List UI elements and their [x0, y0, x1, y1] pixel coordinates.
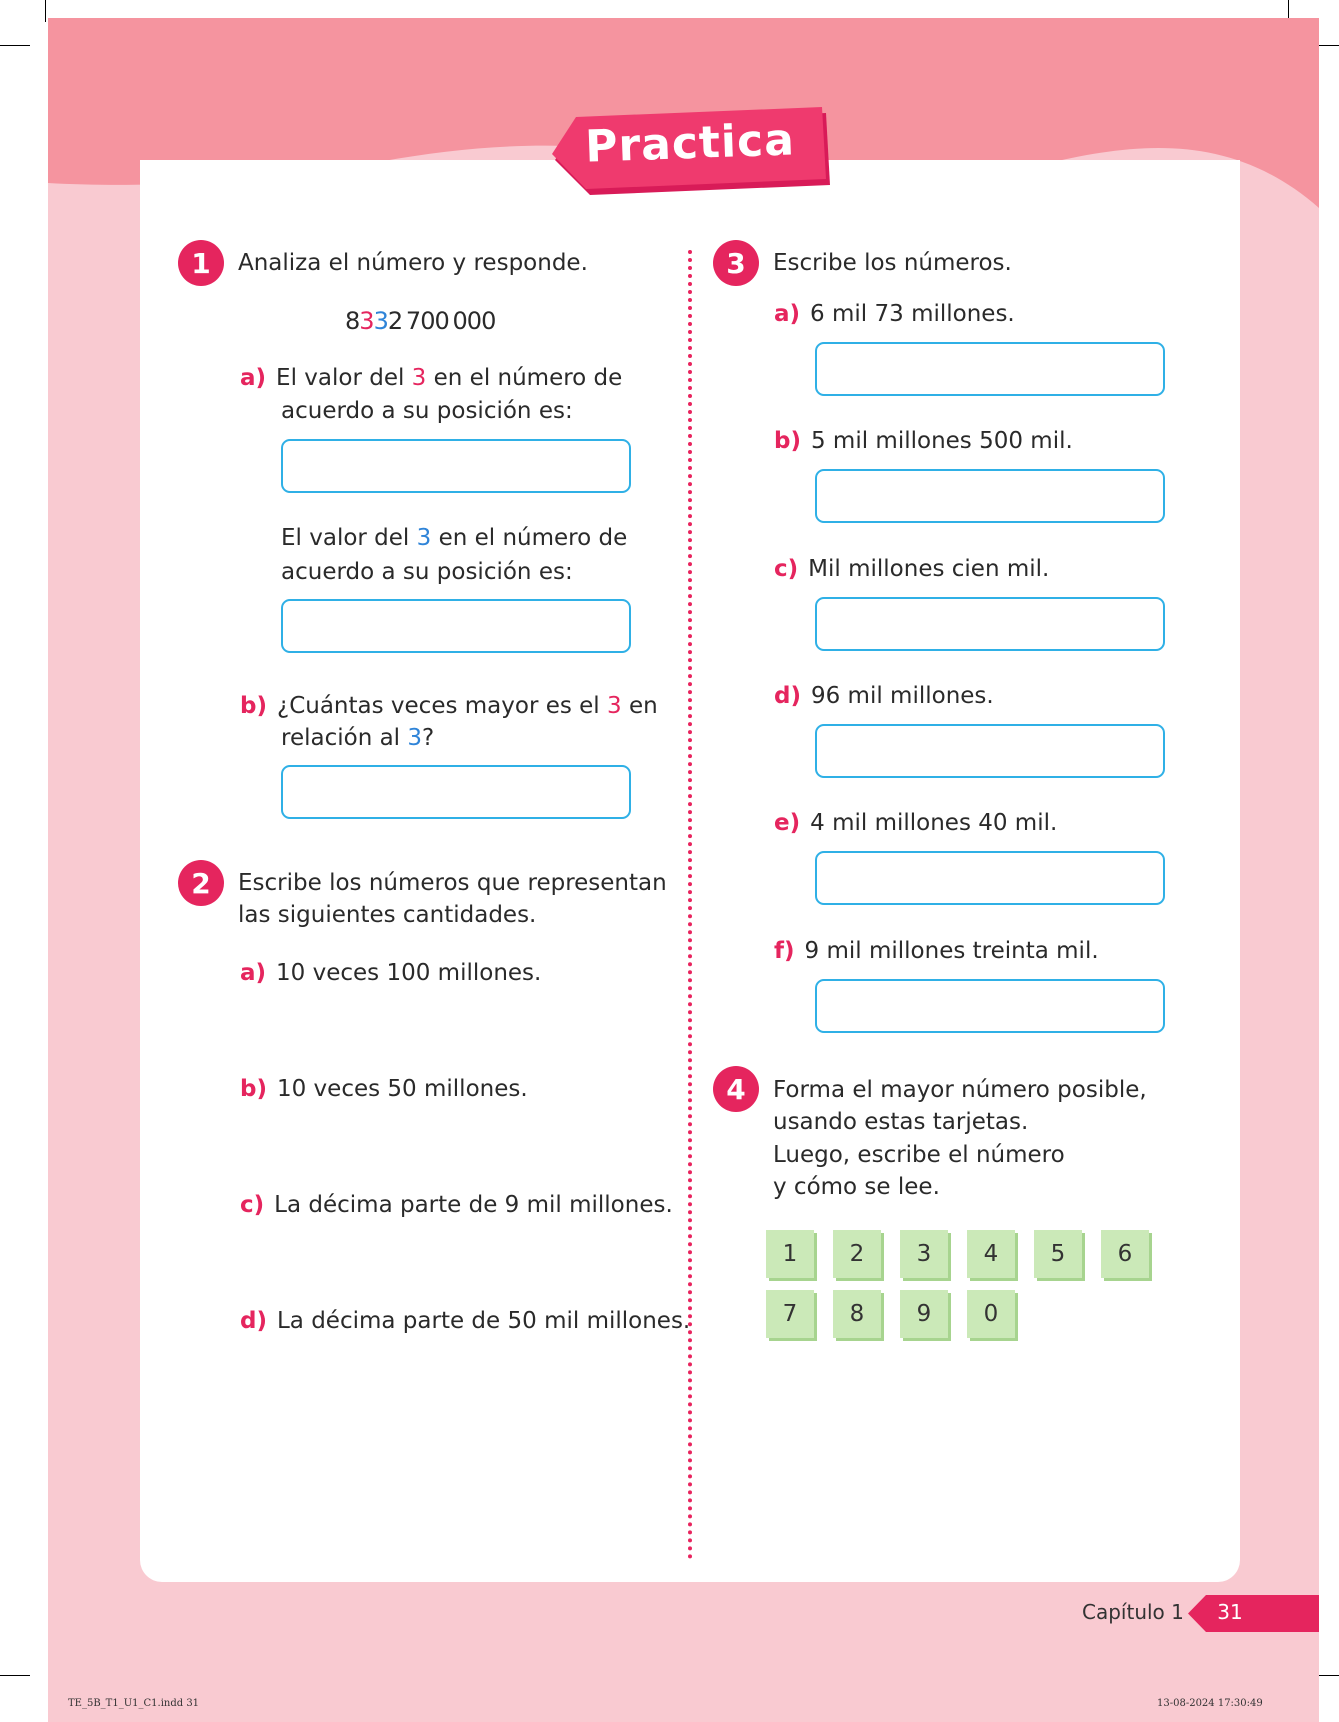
item-label: d) [774, 683, 801, 709]
q3-item [774, 298, 1015, 331]
item-label: b) [240, 1076, 267, 1102]
answer-box-q1-a1[interactable] [281, 439, 631, 493]
q1-a-line2: acuerdo a su posición es: [281, 398, 573, 424]
text: ¿Cuántas veces mayor es el [276, 693, 600, 719]
item-text: La décima parte de 9 mil millones. [274, 1192, 673, 1218]
question-2-prompt-line2: las siguientes cantidades. [238, 902, 537, 928]
item-text: 5 mil millones 500 mil. [810, 428, 1073, 454]
item-label: a) [240, 960, 267, 986]
q1-a-line1 [240, 362, 622, 395]
item-label: a) [774, 301, 801, 327]
q3-item [774, 935, 1099, 968]
crop-mark [45, 0, 46, 22]
number-card[interactable]: 5 [1034, 1230, 1082, 1278]
item-label: f) [774, 938, 795, 964]
question-4-badge: 4 [713, 1066, 759, 1112]
question-4-line: usando estas tarjetas. [773, 1109, 1029, 1135]
item-label: e) [774, 810, 801, 836]
digit-red: 3 [359, 307, 374, 335]
text: en el número de [433, 365, 623, 391]
digit-group: 000 [452, 307, 496, 335]
q3-item [774, 425, 1073, 458]
number-card[interactable]: 1 [766, 1230, 814, 1278]
slug-file: TE_5B_T1_U1_C1.indd 31 [68, 1698, 200, 1709]
digit-group: 700 [405, 307, 449, 335]
column-divider [688, 250, 692, 1560]
page-number: 31 [1217, 1600, 1243, 1624]
number-card[interactable]: 7 [766, 1290, 814, 1338]
item-text: 4 mil millones 40 mil. [810, 810, 1058, 836]
item-label: a) [240, 365, 267, 391]
q3-item [774, 553, 1049, 586]
q2-item [240, 1305, 690, 1338]
digit: 2 [387, 307, 403, 335]
text: en el número de [438, 525, 628, 551]
q2-item [240, 1189, 673, 1222]
answer-box-q1-b[interactable] [281, 765, 631, 819]
item-label: b) [774, 428, 801, 454]
number-card[interactable]: 8 [833, 1290, 881, 1338]
answer-box-q3-a[interactable] [815, 342, 1165, 396]
number-card[interactable]: 6 [1101, 1230, 1149, 1278]
digit-blue: 3 [373, 307, 388, 335]
q2-item [240, 1073, 528, 1106]
answer-box-q1-a2[interactable] [281, 599, 631, 653]
q1-a-line3 [281, 522, 627, 555]
answer-box-q3-e[interactable] [815, 851, 1165, 905]
number-card[interactable]: 0 [967, 1290, 1015, 1338]
item-label: c) [240, 1192, 265, 1218]
text: relación al [281, 725, 401, 751]
number-card[interactable]: 4 [967, 1230, 1015, 1278]
q1-b-line2 [281, 722, 434, 755]
item-text: 6 mil 73 millones. [810, 301, 1015, 327]
answer-box-q3-f[interactable] [815, 979, 1165, 1033]
item-label: b) [240, 693, 267, 719]
question-3-prompt: Escribe los números. [773, 250, 1012, 276]
text: El valor del [276, 365, 405, 391]
answer-box-q3-b[interactable] [815, 469, 1165, 523]
answer-box-q3-d[interactable] [815, 724, 1165, 778]
page-title: Practica [584, 114, 796, 173]
item-text: 10 veces 100 millones. [276, 960, 542, 986]
item-text: La décima parte de 50 mil millones. [276, 1308, 691, 1334]
q3-item [774, 680, 994, 713]
digit-red: 3 [411, 365, 427, 391]
item-text: 96 mil millones. [810, 683, 994, 709]
digit-blue: 3 [416, 525, 432, 551]
item-text: Mil millones cien mil. [808, 556, 1050, 582]
question-3-badge: 3 [713, 240, 759, 286]
number-card[interactable]: 2 [833, 1230, 881, 1278]
text: El valor del [281, 525, 410, 551]
number-card[interactable]: 3 [900, 1230, 948, 1278]
q1-a-line4: acuerdo a su posición es: [281, 559, 573, 585]
question-4-line: Forma el mayor número posible, [773, 1077, 1147, 1103]
digit-blue: 3 [407, 725, 423, 751]
crop-mark [0, 1675, 30, 1676]
question-4-line: y cómo se lee. [773, 1174, 940, 1200]
number-card[interactable]: 9 [900, 1290, 948, 1338]
q3-item [774, 807, 1057, 840]
item-text: 10 veces 50 millones. [276, 1076, 528, 1102]
q1-b-line1 [240, 690, 658, 723]
item-text: 9 mil millones treinta mil. [804, 938, 1099, 964]
question-1-prompt: Analiza el número y responde. [238, 250, 588, 276]
question-2-prompt-line1: Escribe los números que representan [238, 870, 667, 896]
big-number [345, 305, 495, 338]
item-label: d) [240, 1308, 267, 1334]
chapter-label: Capítulo 1 [1082, 1600, 1184, 1624]
digit-red: 3 [607, 693, 622, 719]
question-4-line: Luego, escribe el número [773, 1142, 1065, 1168]
q2-item [240, 957, 541, 990]
text: en [628, 693, 658, 719]
text: ? [422, 725, 435, 751]
item-label: c) [774, 556, 799, 582]
question-1-badge: 1 [178, 240, 224, 286]
question-2-badge: 2 [178, 860, 224, 906]
crop-mark [0, 45, 30, 46]
digit: 8 [345, 307, 360, 335]
slug-timestamp: 13-08-2024 17:30:49 [1157, 1698, 1263, 1709]
answer-box-q3-c[interactable] [815, 597, 1165, 651]
